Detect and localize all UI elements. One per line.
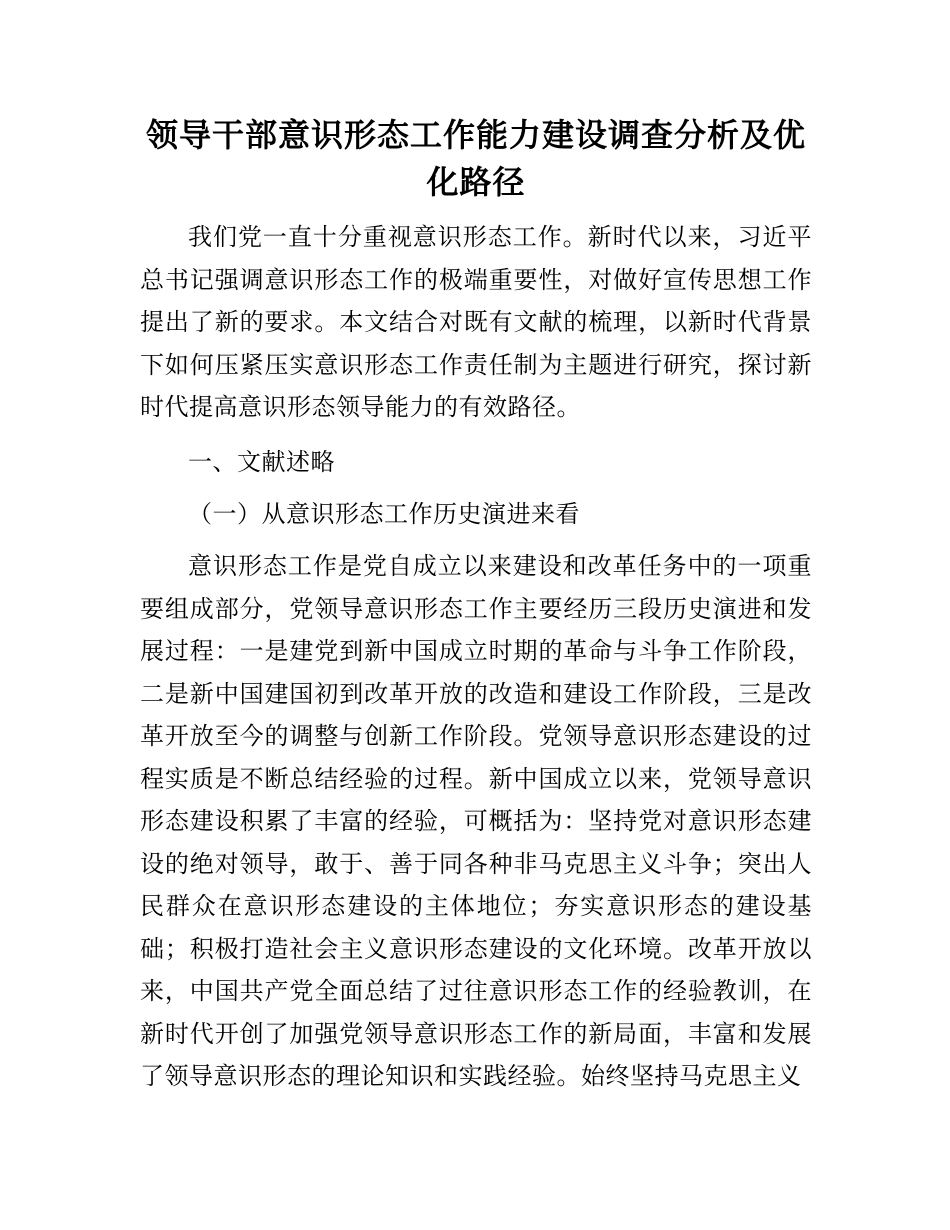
- section-heading: 一、文献述略: [188, 448, 335, 476]
- subsection-heading: （一）从意识形态工作历史演进来看: [188, 500, 580, 528]
- section-body-paragraph: 意识形态工作是党自成立以来建设和改革任务中的一项重要组成部分，党领导意识形态工作主要经历三段历史演进和发展过程：一是建党到新中国成立时期的革命与斗争工作阶段，二是新中国建国初到改革开放的改造和建设工作阶段，三是改革开放至今的调整与创新工作阶段。党领导意识形态建设的过程实质是不断总结经验的过程。新中国成立以来，党领导意识形态建设积累了丰富的经验，可概括为：坚持党对意识形态建设的绝对领导，敢于、善于同各种非马克思主义斗争；突出人民群众在意识形态建设的主体地位；夯实意识形态的建设基础；积极打造社会主义意识形态建设的文化环境。改革开放以来，中国共产党全面总结了过往意识形态工作的经验教训，在新时代开创了加强党领导意识形态工作的新局面，丰富和发展了领导意识形态的理论知识和实践经验。始终坚持马克思主义: [140, 552, 812, 1090]
- document-title: 领导干部意识形态工作能力建设调查分析及优化路径: [145, 116, 806, 201]
- intro-paragraph: 我们党一直十分重视意识形态工作。新时代以来，习近平总书记强调意识形态工作的极端重要性，对做好宣传思想工作提出了新的要求。本文结合对既有文献的梳理，以新时代背景下如何压紧压实意识形态工作责任制为主题进行研究，探讨新时代提高意识形态领导能力的有效路径。: [140, 223, 812, 421]
